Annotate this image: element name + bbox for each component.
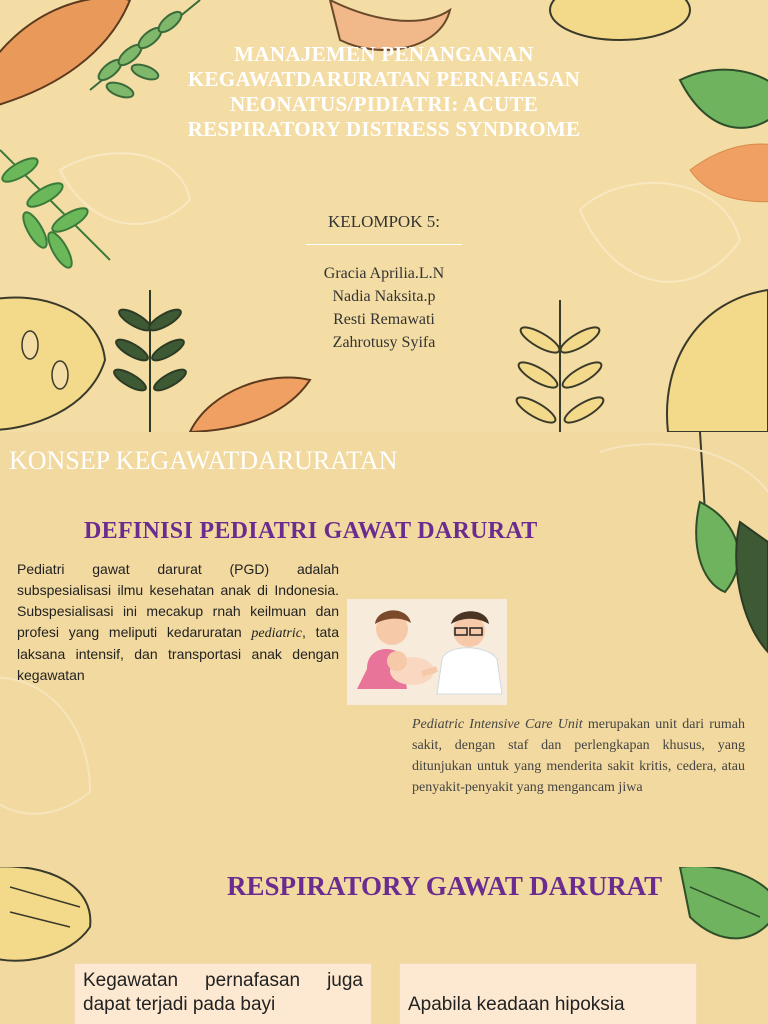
- member-name: Nadia Naksita.p: [332, 288, 436, 305]
- member-name: Gracia Aprilia.L.N: [323, 265, 445, 282]
- text-run: , tata laksana intensif, dan transportasi anak dengan kegawatan: [17, 624, 339, 683]
- member-name: Resti Remawati: [333, 311, 435, 328]
- slide-title: KONSEP KEGAWATDARURATAN: [9, 446, 398, 475]
- info-box-left: Kegawatan pernafasan juga dapat terjadi pada bayi: [74, 963, 372, 1024]
- presentation-title: MANAJEMEN PENANGANAN KEGAWATDARURATAN PERNAFASAN NEONATUS/PIDIATRI: ACUTE RESPIRATORY DISTRESS SYNDROME: [187, 42, 581, 141]
- definition-paragraph: [17, 559, 339, 686]
- italic-term: pediatric: [251, 626, 302, 641]
- member-list: [260, 262, 508, 354]
- concept-slide: [0, 432, 768, 867]
- slide-title: RESPIRATORY GAWAT DARURAT: [227, 871, 663, 901]
- text-run: merupakan unit dari rumah sakit, dengan staf dan perlengkapan khusus, yang ditunjukan untuk yang menderita sakit kritis, cedera, atau penyakit-penyakit yang mengancam jiwa: [412, 717, 745, 795]
- section-heading: DEFINISI PEDIATRI GAWAT DARURAT: [84, 518, 538, 544]
- doctor-baby-illustration: [347, 599, 507, 705]
- respiratory-slide: [0, 867, 768, 1024]
- member-name: Zahrotusy Syifa: [332, 334, 436, 351]
- text-run: Pediatri gawat darurat (PGD) adalah subspesialisasi ilmu kesehatan anak di Indonesia. Subspesialisasi ini mecakup rnah keilmuan dan profesi yang meliputi kedaruratan: [17, 561, 339, 640]
- picu-paragraph: [412, 714, 745, 798]
- italic-term: Pediatric Intensive Care Unit: [412, 717, 583, 732]
- info-box-right: Apabila keadaan hipoksia: [399, 963, 697, 1024]
- group-label: KELOMPOK 5:: [328, 212, 440, 231]
- title-slide: [0, 0, 768, 432]
- divider: [306, 244, 462, 245]
